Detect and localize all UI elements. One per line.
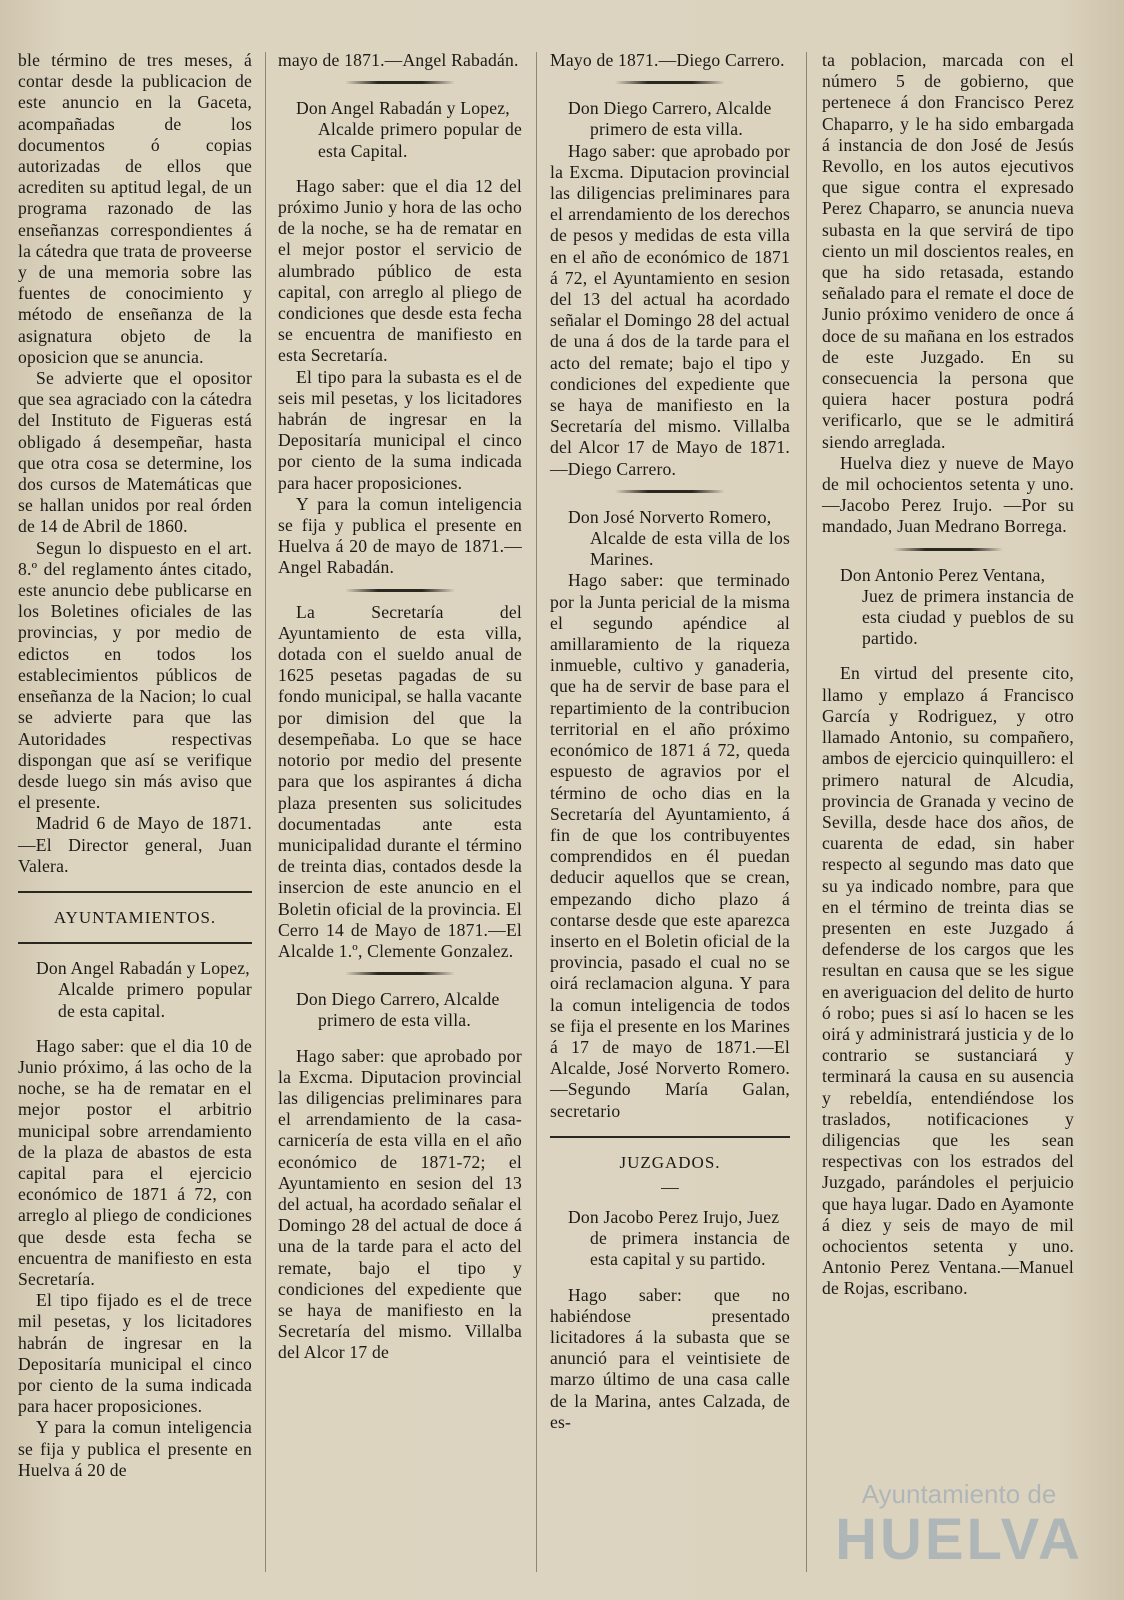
paragraph: Segun lo dispuesto en el art. 8.º del reglamento ántes citado, este anuncio debe publicarse en los Boletines oficiales de las provincias, y por medio de edictos en todos los establecimientos públicos de enseñanza de la Nacion; lo cual se advierte para que las Autoridades respectivas dispongan que así se verifique desde luego sin más aviso que el presente. [18,537,252,813]
column-divider [806,52,807,1572]
notice-separator [345,81,455,84]
notice-author: Don Diego Carrero, Alcalde [296,989,500,1010]
notice-header [822,565,1074,650]
notice-separator [615,81,725,84]
paragraph: Hago saber: que el dia 12 del próximo Junio y hora de las ocho de la noche, se ha de rematar en el mejor postor el servicio de alumbrado público de esta capital, con arreglo al pliego de condiciones que desde esta fecha se encuentra de manifiesto en esta Secretaría. [278,175,522,366]
notice-title: primero de esta villa. [318,1010,471,1031]
notice-author: Don Angel Rabadán y Lopez, [36,958,250,979]
column-4 [822,50,1074,1300]
column-3 [550,50,790,1433]
column-2 [278,50,522,1364]
paragraph: ble término de tres meses, á contar desde la publicacion de este anuncio en la Gaceta, acompañadas de los documentos ó copias autorizadas de ellos que acrediten su aptitud legal, de un programa razonado de las enseñanzas correspondientes á la cátedra que trata de proveerse y de una memoria sobre las fuentes de conocimiento y método de enseñanza de la asignatura objeto de la oposicion que se anuncia. [18,50,252,367]
paragraph: Y para la comun inteligencia se fija y publica el presente en Huelva á 20 de mayo de 1871.—Angel Rabadán. [278,493,522,578]
paragraph: Madrid 6 de Mayo de 1871.—El Director general, Juan Valera. [18,813,252,876]
section-heading-juzgados: JUZGADOS. [619,1152,721,1172]
paragraph: Hago saber: que el dia 10 de Junio próximo, á las ocho de la noche, se ha de rematar en el mejor postor el arbitrio municipal sobre arrendamiento de la plaza de abastos de esta capital para el ejercicio económico de 1871 á 72, con arreglo al pliego de condiciones que desde esta fecha se encuentra de manifiesto en esta Secretaría. [18,1035,252,1289]
notice-separator [345,589,455,592]
section-dash: — [661,1176,679,1197]
notice-author: Don José Norverto Romero, [568,506,772,527]
column-divider [265,52,266,1572]
paragraph: Se advierte que el opositor que sea agraciado con la cátedra del Instituto de Figueras está obligado á desempeñar, hasta que otra cosa se determine, los dos cursos de Matemáticas que se hallan unidos por real órden de 14 de Abril de 1860. [18,368,252,537]
column-divider [536,52,537,1572]
paragraph: El tipo fijado es el de trece mil pesetas, y los licitadores habrán de ingresar en la Depositaría municipal el cinco por ciento de la suma indicada para hacer proposiciones. [18,1290,252,1417]
notice-author: Don Diego Carrero, Alcalde [568,98,772,119]
notice-header [278,989,522,1031]
notice-separator [615,490,725,493]
notice-header [550,507,790,571]
watermark-line-2: HUELVA [835,1507,1083,1572]
notice-title: Alcalde de esta villa de los Marines. [590,528,790,570]
notice-header [18,958,252,1022]
notice-author: Don Angel Rabadán y Lopez, [296,98,510,119]
paragraph: mayo de 1871.—Angel Rabadán. [278,50,519,70]
notice-header [278,98,522,162]
paragraph: En virtud del presente cito, llamo y emplazo á Francisco García y Rodriguez, y otro llamado Antonio, su compañero, ambos de ejercicio quinquillero: el primero natural de Alcudia, provincia de Granada y vecino de Sevilla, desde hace dos años, de cuarenta de edad, sin haber respecto al segundo mas dato que su ya indicado nombre, para que en el término de treinta dias se presenten en este Juzgado á defenderse de los cargos que les resultan en causa que se les sigue en averiguacion del delito de hurto ó robo; pues si así lo hacen se les oirá y administrará justicia y de lo contrario se sustanciará y terminará la causa en su ausencia y rebeldía, entendiéndose los traslados, notificaciones y diligencias que les sean respectivas con los estrados del Juzgado, parándoles el perjuicio que haya lugar. Dado en Ayamonte á diez y seis de mayo de mil ochocientos setenta y uno. Antonio Perez Ventana.—Manuel de Rojas, escribano. [822,663,1074,1299]
notice-title: de primera instancia de esta capital y su partido. [590,1228,790,1270]
column-1 [18,50,252,1481]
paragraph: Mayo de 1871.—Diego Carrero. [550,50,785,70]
paragraph: ta poblacion, marcada con el número 5 de gobierno, que pertenece á don Francisco Perez Chaparro, y le ha sido embargada á instancia de don José de Jesús Revollo, en los autos ejecutivos que sigue contra el expresado Perez Chaparro, se anuncia nueva subasta en la que servirá de tipo ciento un mil doscientos reales, en que ha sido retasada, estando señalado para el remate el doce de Junio próximo venidero de once á doce de su mañana en los estrados de este Juzgado. En su consecuencia la persona que quiera hacer postura podrá verificarlo, que se le admitirá siendo arreglada. [822,50,1074,452]
notice-separator [893,548,1003,551]
notice-separator [345,972,455,975]
notice-title: Juez de primera instancia de esta ciudad y pueblos de su partido. [862,585,1074,649]
notice-author: Don Jacobo Perez Irujo, Juez [568,1206,780,1227]
watermark-logo [834,1479,1084,1570]
paragraph: Hago saber: que aprobado por la Excma. Diputacion provincial las diligencias preliminares para el arrendamiento de los derechos de pesos y medidas de esta villa en el año de económico de 1871 á 72, el Ayuntamiento en sesion del 13 del actual ha acordado señalar el Domingo 28 del actual de una á dos de la tarde para el acto del remate; bajo el tipo y condiciones del expediente que se haya de manifiesto en la Secretaría del mismo. Villalba del Alcor 17 de Mayo de 1871.—Diego Carrero. [550,140,790,479]
notice-header [550,98,790,140]
section-heading-ayuntamientos: AYUNTAMIENTOS. [53,907,217,927]
paragraph: Y para la comun inteligencia se fija y publica el presente en Huelva á 20 de [18,1417,252,1480]
paragraph: La Secretaría del Ayuntamiento de esta villa, dotada con el sueldo anual de 1625 pesetas pagadas de su fondo municipal, se halla vacante por dimision del que la desempeñaba. Lo que se hace notorio por medio del presente para que los aspirantes á dicha plaza presenten sus solicitudes documentadas ante esta municipalidad durante el término de treinta dias, contados desde la insercion de este anuncio en el Boletin oficial de la provincia. El Cerro 14 de Mayo de 1871.—El Alcalde 1.º, Clemente Gonzalez. [278,601,522,961]
paragraph: El tipo para la subasta es el de seis mil pesetas, y los licitadores habrán de ingresar en la Depositaría municipal el cinco por ciento de la suma indicada para hacer proposiciones. [278,366,522,493]
paragraph: Hago saber: que no habiéndose presentado licitadores á la subasta que se anunció para el veintisiete de marzo último de una casa calle de la Marina, antes Calzada, de es- [550,1284,790,1432]
paragraph: Huelva diez y nueve de Mayo de mil ochocientos setenta y uno.—Jacobo Perez Irujo. —Por su mandado, Juan Medrano Borrega. [822,452,1074,537]
notice-author: Don Antonio Perez Ventana, [840,564,1046,585]
notice-title: Alcalde primero popular de esta Capital. [318,119,522,161]
paragraph: Hago saber: que aprobado por la Excma. Diputacion provincial las diligencias preliminares para el arrendamiento de la casa-carnicería de esta villa en el año económico de 1871-72; el Ayuntamiento en sesion del 13 del actual, ha acordado señalar el Domingo 28 del actual de doce á una de la tarde para el acto del remate, bajo el tipo y condiciones del expediente que se haya de manifiesto en la Secretaría del mismo. Villalba del Alcor 17 de [278,1045,522,1363]
section-rule [18,891,252,893]
notice-title: Alcalde primero popular de esta capital. [58,979,252,1021]
section-rule [550,1136,790,1138]
notice-header [550,1207,790,1271]
paragraph: Hago saber: que terminado por la Junta pericial de la misma el segundo apéndice al amillaramiento de la riqueza inmueble, cultivo y ganaderia, que ha de servir de base para el repartimiento de la contribucion territorial en el año próximo económico de 1871 á 72, queda espuesto de agravios por el término de ocho dias en la Secretaría del Ayuntamiento, á fin de que los contribuyentes comprendidos en él puedan deducir aquellos que se crean, empezando dicho plazo á contarse desde que este aparezca inserto en el Boletin oficial de la provincia, pasado el cual no se oirá reclamacion alguna. Y para la comun inteligencia de todos se fija el presente en los Marines á 17 de mayo de 1871.—El Alcalde, José Norverto Romero.—Segundo María Galan, secretario [550,570,790,1121]
watermark-line-1: Ayuntamiento de [861,1479,1057,1509]
notice-title: primero de esta villa. [590,119,743,140]
section-rule [18,942,252,944]
